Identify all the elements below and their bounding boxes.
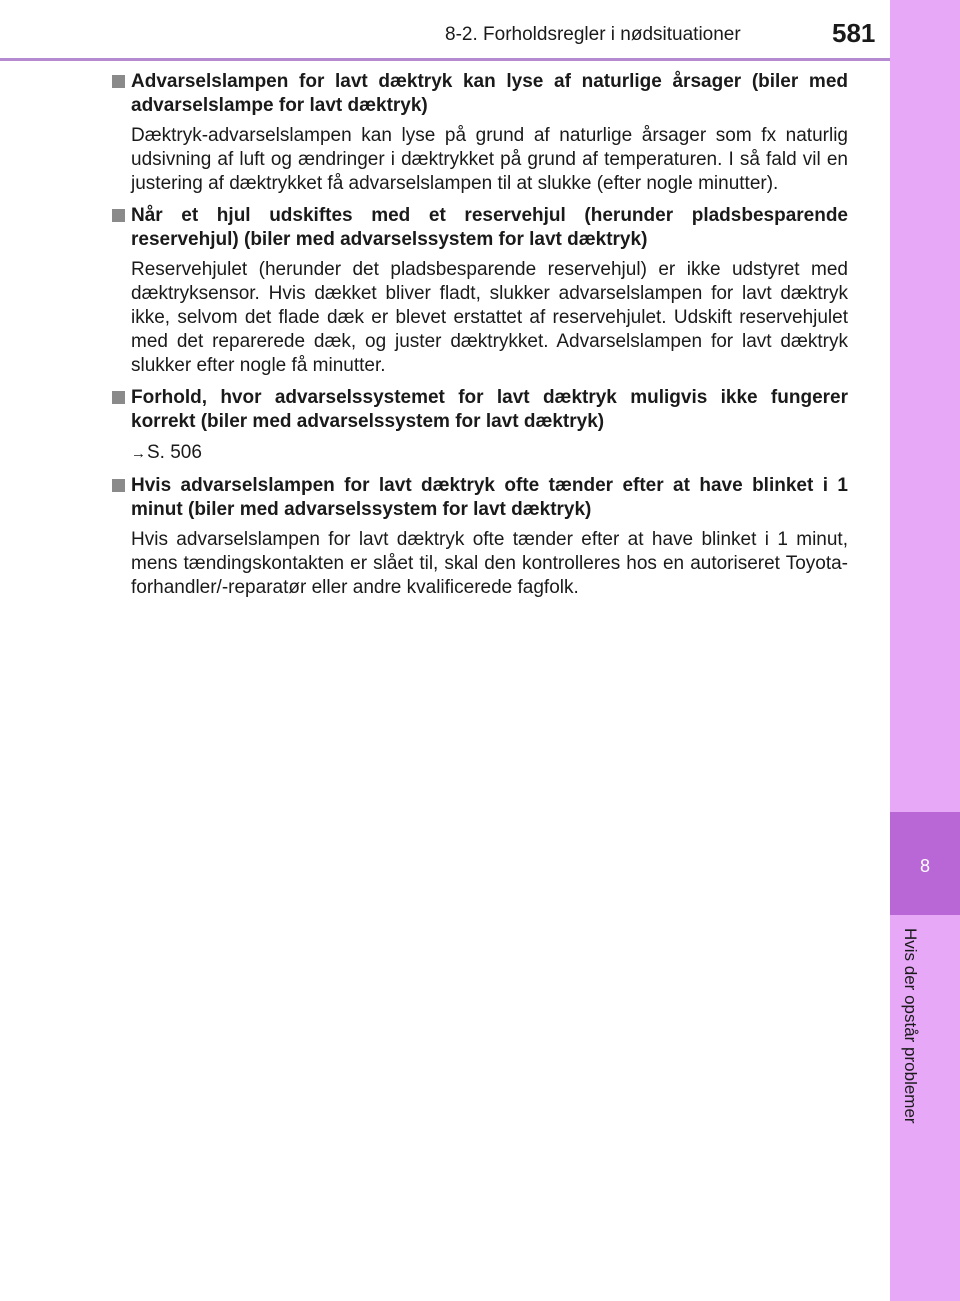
square-bullet-icon: [112, 209, 125, 222]
section-system-may-not-work: [110, 386, 848, 466]
section-tire-lamp-natural-causes: [110, 70, 848, 196]
section-heading: [110, 204, 848, 252]
chapter-number: 8: [919, 856, 930, 876]
header-divider: [0, 58, 890, 61]
section-body: Hvis advarselslampen for lavt dæktryk ofte tænder efter at have blinket i 1 minut, mens tændingskontakten er slået til, skal den kontrolleres hos en autoriseret Toyota-forhandler/-reparatør eller andre kvalificerede fagfolk.: [131, 529, 848, 598]
page-reference[interactable]: [110, 441, 848, 466]
section-heading-text: Hvis advarselslampen for lavt dæktryk ofte tænder efter at have blinket i 1 minut (biler med advarselssystem for lavt dæktryk): [131, 475, 848, 520]
section-heading-text: Advarselslampen for lavt dæktryk kan lyse af naturlige årsager (biler med advarselslampe for lavt dæktryk): [131, 71, 848, 116]
section-title: 8-2. Forholdsregler i nødsituationer: [445, 24, 741, 45]
section-lamp-blinks-then-on: [110, 474, 848, 600]
section-heading: [110, 474, 848, 522]
page-number: 581: [832, 18, 876, 48]
section-heading: [110, 386, 848, 434]
square-bullet-icon: [112, 479, 125, 492]
chapter-title: Hvis der opstår problemer: [901, 928, 920, 1124]
section-spare-wheel: [110, 204, 848, 378]
section-heading: [110, 70, 848, 118]
page-content: [110, 70, 848, 608]
section-heading-text: Forhold, hvor advarselssystemet for lavt dæktryk muligvis ikke fungerer korrekt (biler med advarselssystem for lavt dæktryk): [131, 387, 848, 432]
square-bullet-icon: [112, 75, 125, 88]
page-reference-text: S. 506: [147, 442, 202, 463]
section-body: Reservehjulet (herunder det pladsbesparende reservehjul) er ikke udstyret med dæktryksensor. Hvis dækket bliver fladt, slukker advarselslampen for lavt dæktryk ikke, selvom det flade dæk er blevet erstattet af reservehjulet. Udskift reservehjulet med det reparerede dæk, og juster dæktrykket. Advarselslampen for lavt dæktryk slukker efter nogle få minutter.: [131, 259, 848, 376]
square-bullet-icon: [112, 391, 125, 404]
section-heading-text: Når et hjul udskiftes med et reservehjul (herunder pladsbesparende reservehjul) (biler med advarselssystem for lavt dæktryk): [131, 205, 848, 250]
section-body: Dæktryk-advarselslampen kan lyse på grund af naturlige årsager som fx naturlig udsivning af luft og ændringer i dæktrykket på grund af temperaturen. I så fald vil en justering af dæktrykket få advarselslampen til at slukke (efter nogle minutter).: [131, 125, 848, 194]
arrow-right-icon: →: [131, 445, 146, 462]
